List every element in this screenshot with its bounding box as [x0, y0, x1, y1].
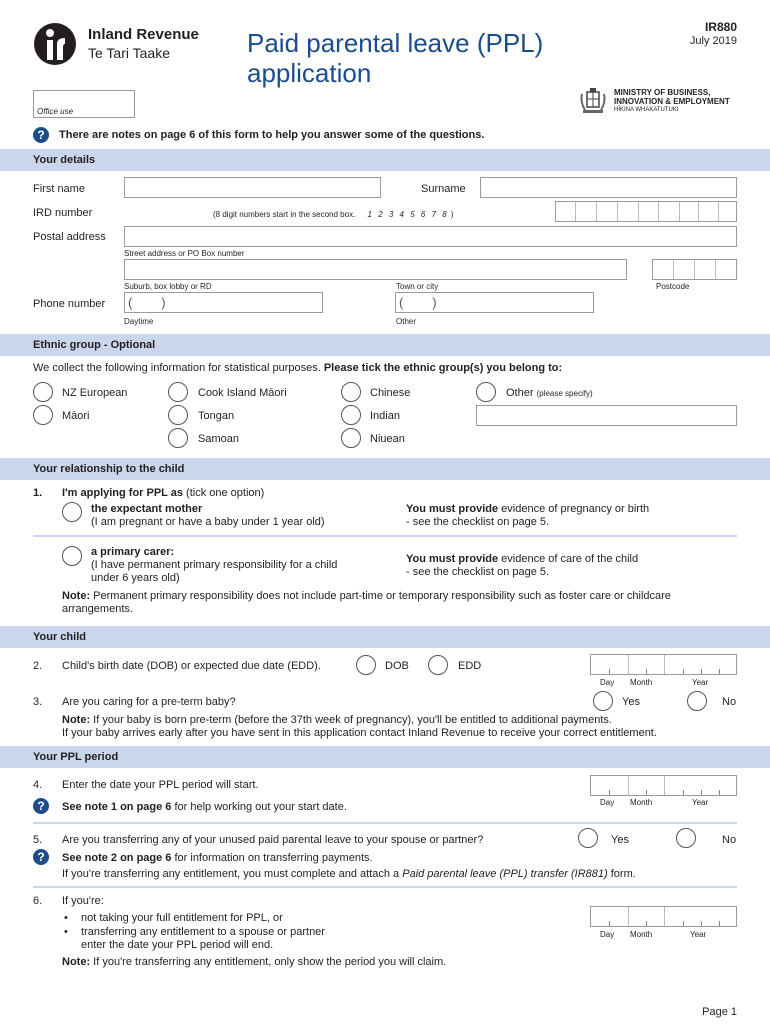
section-ethnic-group: [0, 334, 770, 356]
section-your-details: [0, 149, 770, 171]
must-provide: You must provide: [406, 503, 499, 515]
section-ppl-period: [0, 746, 770, 768]
opt1-title: the expectant mother: [91, 503, 203, 515]
ird-number-field[interactable]: [555, 201, 737, 222]
divider: [33, 535, 737, 537]
ethnic-option-label: Niuean: [370, 433, 405, 445]
divider: [33, 886, 737, 888]
ethnic-option-label: Other: [506, 387, 534, 399]
office-use-label: Office use: [37, 107, 74, 116]
phone-other-field[interactable]: [395, 292, 594, 313]
ird-hint-digits: 1 2 3 4 5 6 7 8: [367, 210, 449, 219]
page-number: Page 1: [702, 1006, 737, 1018]
expectant-mother-radio[interactable]: [62, 502, 82, 522]
q1-text: [62, 487, 264, 499]
note-bold: Note:: [62, 956, 91, 968]
ministry-line2: INNOVATION & EMPLOYMENT: [614, 97, 730, 106]
postcode-field[interactable]: [652, 259, 737, 280]
month-caption: Month: [630, 930, 653, 939]
opt2-checklist: - see the checklist on page 5.: [406, 566, 550, 578]
town-caption: Town or city: [396, 282, 439, 291]
section-title: Your PPL period: [33, 751, 119, 763]
year-caption: Year: [692, 798, 709, 807]
ir-logo-icon: [33, 22, 77, 66]
question-number: 3.: [33, 696, 43, 708]
form-title-line1: Paid parental leave (PPL): [247, 28, 544, 58]
first-name-field[interactable]: [124, 177, 381, 198]
surname-field[interactable]: [480, 177, 737, 198]
ethnic-option-label: NZ European: [62, 387, 128, 399]
note-bold: Note:: [62, 590, 91, 602]
q5-line-pre: If you're transferring any entitlement, you must complete and attach a: [62, 868, 403, 880]
note-ref-bold: See note 1 on page 6: [62, 801, 172, 813]
ethnic-tongan-radio[interactable]: [168, 405, 188, 425]
ethnic-nz-european-radio[interactable]: [33, 382, 53, 402]
preterm-no-radio[interactable]: [687, 691, 707, 711]
ethnic-other-label: [506, 387, 593, 399]
section-your-child: [0, 626, 770, 648]
other-caption: Other: [396, 317, 417, 326]
note-text: Permanent primary responsibility does not include part-time or temporary responsibility such as foster care or childcare: [90, 590, 671, 602]
dob-radio[interactable]: [356, 655, 376, 675]
ethnic-intro: [33, 362, 562, 374]
please-specify: (please specify): [536, 389, 593, 398]
ethnic-other-radio[interactable]: [476, 382, 496, 402]
ethnic-cook-island-maori-radio[interactable]: [168, 382, 188, 402]
day-caption: Day: [600, 930, 615, 939]
q4-text: Enter the date your PPL period will start.: [62, 779, 259, 791]
question-mark-icon: ?: [33, 849, 49, 865]
ethnic-option-label: Samoan: [198, 433, 239, 445]
q4-note: [62, 801, 347, 813]
note-text: If you're transferring any entitlement, only show the period you will claim.: [90, 956, 447, 968]
ethnic-option-label: Chinese: [370, 387, 411, 399]
area-code-parens: ( ): [399, 295, 437, 310]
opt1-evidence: [406, 503, 649, 515]
form-code: IR880: [704, 20, 737, 34]
street-caption: Street address or PO Box number: [124, 249, 245, 258]
ird-number-label: IRD number: [33, 207, 93, 219]
note-bold: Note:: [62, 714, 91, 726]
opt2-evidence: [406, 553, 638, 565]
bullet: •: [64, 926, 68, 938]
note-ref-rest: for information on transferring payments.: [171, 852, 373, 864]
opt2-detail1: (I have permanent primary responsibility for a child: [91, 559, 338, 571]
opt2-evidence-rest: evidence of care of the child: [498, 553, 639, 565]
relationship-note: [62, 590, 671, 602]
opt1-checklist: - see the checklist on page 5.: [406, 516, 550, 528]
ethnic-samoan-radio[interactable]: [168, 428, 188, 448]
first-name-label: First name: [33, 183, 85, 195]
question-number: 1.: [33, 487, 43, 499]
q6-text: If you're:: [62, 895, 104, 907]
ethnic-option-label: Cook Island Māori: [198, 387, 287, 399]
child-date-field[interactable]: [590, 654, 737, 675]
nz-coat-of-arms-icon: [578, 86, 608, 116]
q5-line-post: form.: [607, 868, 636, 880]
suburb-town-field[interactable]: [124, 259, 627, 280]
q1-bold: I'm applying for PPL as: [62, 487, 183, 499]
ethnic-indian-radio[interactable]: [341, 405, 361, 425]
q5-note: [62, 852, 373, 864]
section-title: Your details: [33, 154, 96, 166]
question-number: 2.: [33, 660, 43, 672]
area-code-parens: ( ): [128, 295, 166, 310]
question-number: 6.: [33, 895, 43, 907]
ministry-line1: MINISTRY OF BUSINESS,: [614, 88, 711, 97]
q6-bullet2: transferring any entitlement to a spouse or partner: [81, 926, 325, 938]
ministry-line3: HĪKINA WHAKATUTUKI: [614, 107, 679, 113]
year-caption: Year: [692, 678, 709, 687]
q3-note-line2: If your baby arrives early after you have sent in this application contact Inland Revenue to receive your correct entitlement.: [62, 727, 657, 739]
no-label: No: [722, 834, 737, 846]
org-name-maori: Te Tari Taake: [88, 45, 170, 61]
ethnic-option-label: Tongan: [198, 410, 235, 422]
yes-label: Yes: [611, 834, 629, 846]
edd-radio[interactable]: [428, 655, 448, 675]
street-field[interactable]: [124, 226, 737, 247]
q6-bullet1: not taking your full entitlement for PPL, or: [81, 912, 283, 924]
daytime-caption: Daytime: [124, 317, 154, 326]
no-label: No: [722, 696, 737, 708]
relationship-note-line2: arrangements.: [62, 603, 133, 615]
opt2-detail2: under 6 years old): [91, 572, 180, 584]
month-caption: Month: [630, 678, 653, 687]
opt1-evidence-rest: evidence of pregnancy or birth: [498, 503, 650, 515]
section-relationship: [0, 458, 770, 480]
org-name: Inland Revenue: [88, 26, 199, 43]
ethnic-option-label: Māori: [62, 410, 90, 422]
ethnic-niuean-radio[interactable]: [341, 428, 361, 448]
ppl-end-date-field[interactable]: [590, 906, 737, 927]
postcode-caption: Postcode: [656, 282, 690, 291]
divider: [33, 822, 737, 824]
month-caption: Month: [630, 798, 653, 807]
q3-text: Are you caring for a pre-term baby?: [62, 696, 236, 708]
transfer-yes-radio[interactable]: [578, 828, 598, 848]
yes-label: Yes: [622, 696, 640, 708]
day-caption: Day: [600, 798, 615, 807]
surname-label: Surname: [421, 183, 466, 195]
ethnic-other-specify-field[interactable]: [476, 405, 737, 426]
q5-transfer-line: [62, 868, 636, 880]
ird-hint: [213, 210, 454, 219]
question-mark-icon: ?: [33, 798, 49, 814]
ird-hint-suffix: ): [450, 210, 454, 219]
form-title-line2: application: [247, 58, 372, 88]
transfer-no-radio[interactable]: [676, 828, 696, 848]
section-title: Ethnic group - Optional: [33, 339, 156, 351]
office-use-box: [33, 90, 135, 118]
section-title: Your child: [33, 631, 86, 643]
ethnic-intro-bold: Please tick the ethnic group(s) you belong to:: [323, 362, 563, 374]
year-caption: Year: [690, 930, 707, 939]
must-provide: You must provide: [406, 553, 499, 565]
phone-daytime-field[interactable]: [124, 292, 323, 313]
question-number: 5.: [33, 834, 43, 846]
ethnic-maori-radio[interactable]: [33, 405, 53, 425]
q6-bullet2-cont: enter the date your PPL period will end.: [81, 939, 274, 951]
note-ref-rest: for help working out your start date.: [171, 801, 347, 813]
notes-notice: There are notes on page 6 of this form to help you answer some of the questions.: [59, 129, 485, 141]
question-mark-icon: ?: [33, 127, 49, 143]
opt2-title: a primary carer:: [91, 546, 175, 558]
note-ref-bold: See note 2 on page 6: [62, 852, 172, 864]
preterm-yes-radio[interactable]: [593, 691, 613, 711]
note-text: If your baby is born pre-term (before the 37th week of pregnancy), you'll be entitled to additional payments.: [90, 714, 612, 726]
form-date: July 2019: [689, 35, 737, 47]
bullet: •: [64, 912, 68, 924]
ird-hint-prefix: (8 digit numbers start in the second box.: [213, 210, 356, 219]
opt1-detail: (I am pregnant or have a baby under 1 year old): [91, 516, 325, 528]
ir881-form-name: Paid parental leave (PPL) transfer (IR881): [402, 868, 608, 880]
question-number: 4.: [33, 779, 43, 791]
day-caption: Day: [600, 678, 615, 687]
q3-note: [62, 714, 612, 726]
q5-text: Are you transferring any of your unused paid parental leave to your spouse or partner?: [62, 834, 484, 846]
ethnic-option-label: Indian: [370, 410, 400, 422]
section-title: Your relationship to the child: [33, 463, 185, 475]
primary-carer-radio[interactable]: [62, 546, 82, 566]
q1-rest: (tick one option): [183, 487, 265, 499]
dob-label: DOB: [385, 660, 409, 672]
edd-label: EDD: [458, 660, 482, 672]
ethnic-intro-text: We collect the following information for statistical purposes.: [33, 362, 321, 374]
ethnic-chinese-radio[interactable]: [341, 382, 361, 402]
ppl-start-date-field[interactable]: [590, 775, 737, 796]
phone-number-label: Phone number: [33, 298, 106, 310]
q2-text: Child's birth date (DOB) or expected due date (EDD).: [62, 660, 321, 672]
q6-note: [62, 956, 446, 968]
suburb-caption: Suburb, box lobby or RD: [124, 282, 212, 291]
postal-address-label: Postal address: [33, 231, 106, 243]
